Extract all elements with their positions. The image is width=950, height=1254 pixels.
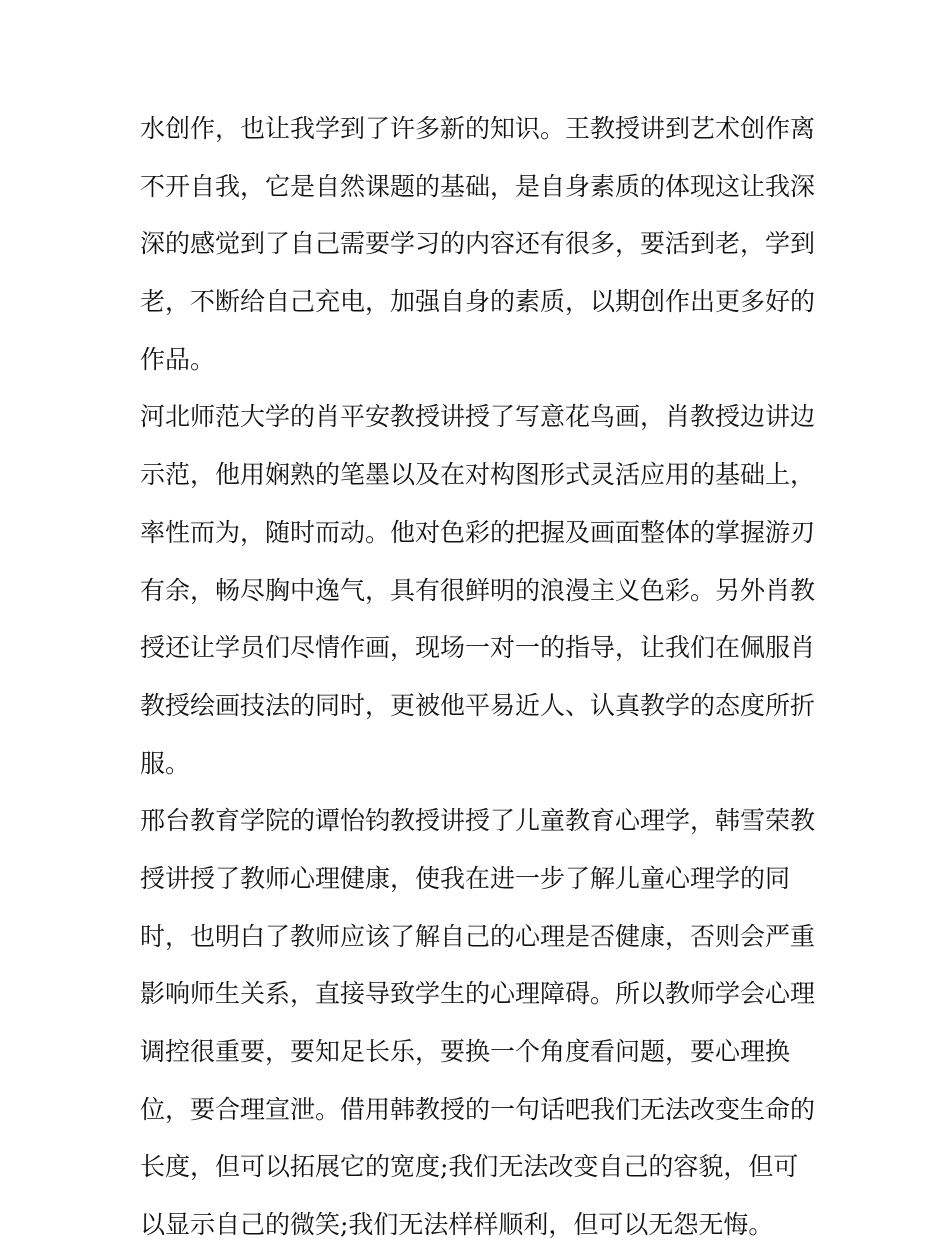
text-line: 授还让学员们尽情作画，现场一对一的指导，让我们在佩服肖 xyxy=(140,633,816,663)
text-line: 深的感觉到了自己需要学习的内容还有很多，要活到老，学到 xyxy=(140,229,816,259)
text-line: 服。 xyxy=(140,748,191,778)
text-line: 以显示自己的微笑;我们无法样样顺利，但可以无怨无悔。 xyxy=(140,1210,774,1240)
text-line: 有余，畅尽胸中逸气，具有很鲜明的浪漫主义色彩。另外肖教 xyxy=(140,575,816,605)
body-text xyxy=(140,100,820,1254)
text-line: 作品。 xyxy=(140,344,216,374)
text-line: 不开自我，它是自然课题的基础，是自身素质的体现这让我深 xyxy=(140,171,816,201)
text-line: 授讲授了教师心理健康，使我在进一步了解儿童心理学的同 xyxy=(140,863,791,893)
text-line: 邢台教育学院的谭怡钧教授讲授了儿童教育心理学，韩雪荣教 xyxy=(140,806,816,836)
text-line: 河北师范大学的肖平安教授讲授了写意花鸟画，肖教授边讲边 xyxy=(140,402,816,432)
text-line: 率性而为，随时而动。他对色彩的把握及画面整体的掌握游刃 xyxy=(140,517,816,547)
text-line: 位，要合理宣泄。借用韩教授的一句话吧我们无法改变生命的 xyxy=(140,1094,816,1124)
text-line: 时，也明白了教师应该了解自己的心理是否健康，否则会严重 xyxy=(140,921,816,951)
text-line: 教授绘画技法的同时，更被他平易近人、认真教学的态度所折 xyxy=(140,690,816,720)
text-line: 影响师生关系，直接导致学生的心理障碍。所以教师学会心理 xyxy=(140,979,816,1009)
text-line: 调控很重要，要知足长乐，要换一个角度看问题，要心理换 xyxy=(140,1037,791,1066)
text-line: 长度，但可以拓展它的宽度;我们无法改变自己的容貌，但可 xyxy=(140,1152,799,1182)
text-line: 示范，他用娴熟的笔墨以及在对构图形式灵活应用的基础上， xyxy=(140,460,816,490)
text-line: 水创作，也让我学到了许多新的知识。王教授讲到艺术创作离 xyxy=(140,114,816,143)
text-line: 老，不断给自己充电，加强自身的素质，以期创作出更多好的 xyxy=(140,287,816,317)
